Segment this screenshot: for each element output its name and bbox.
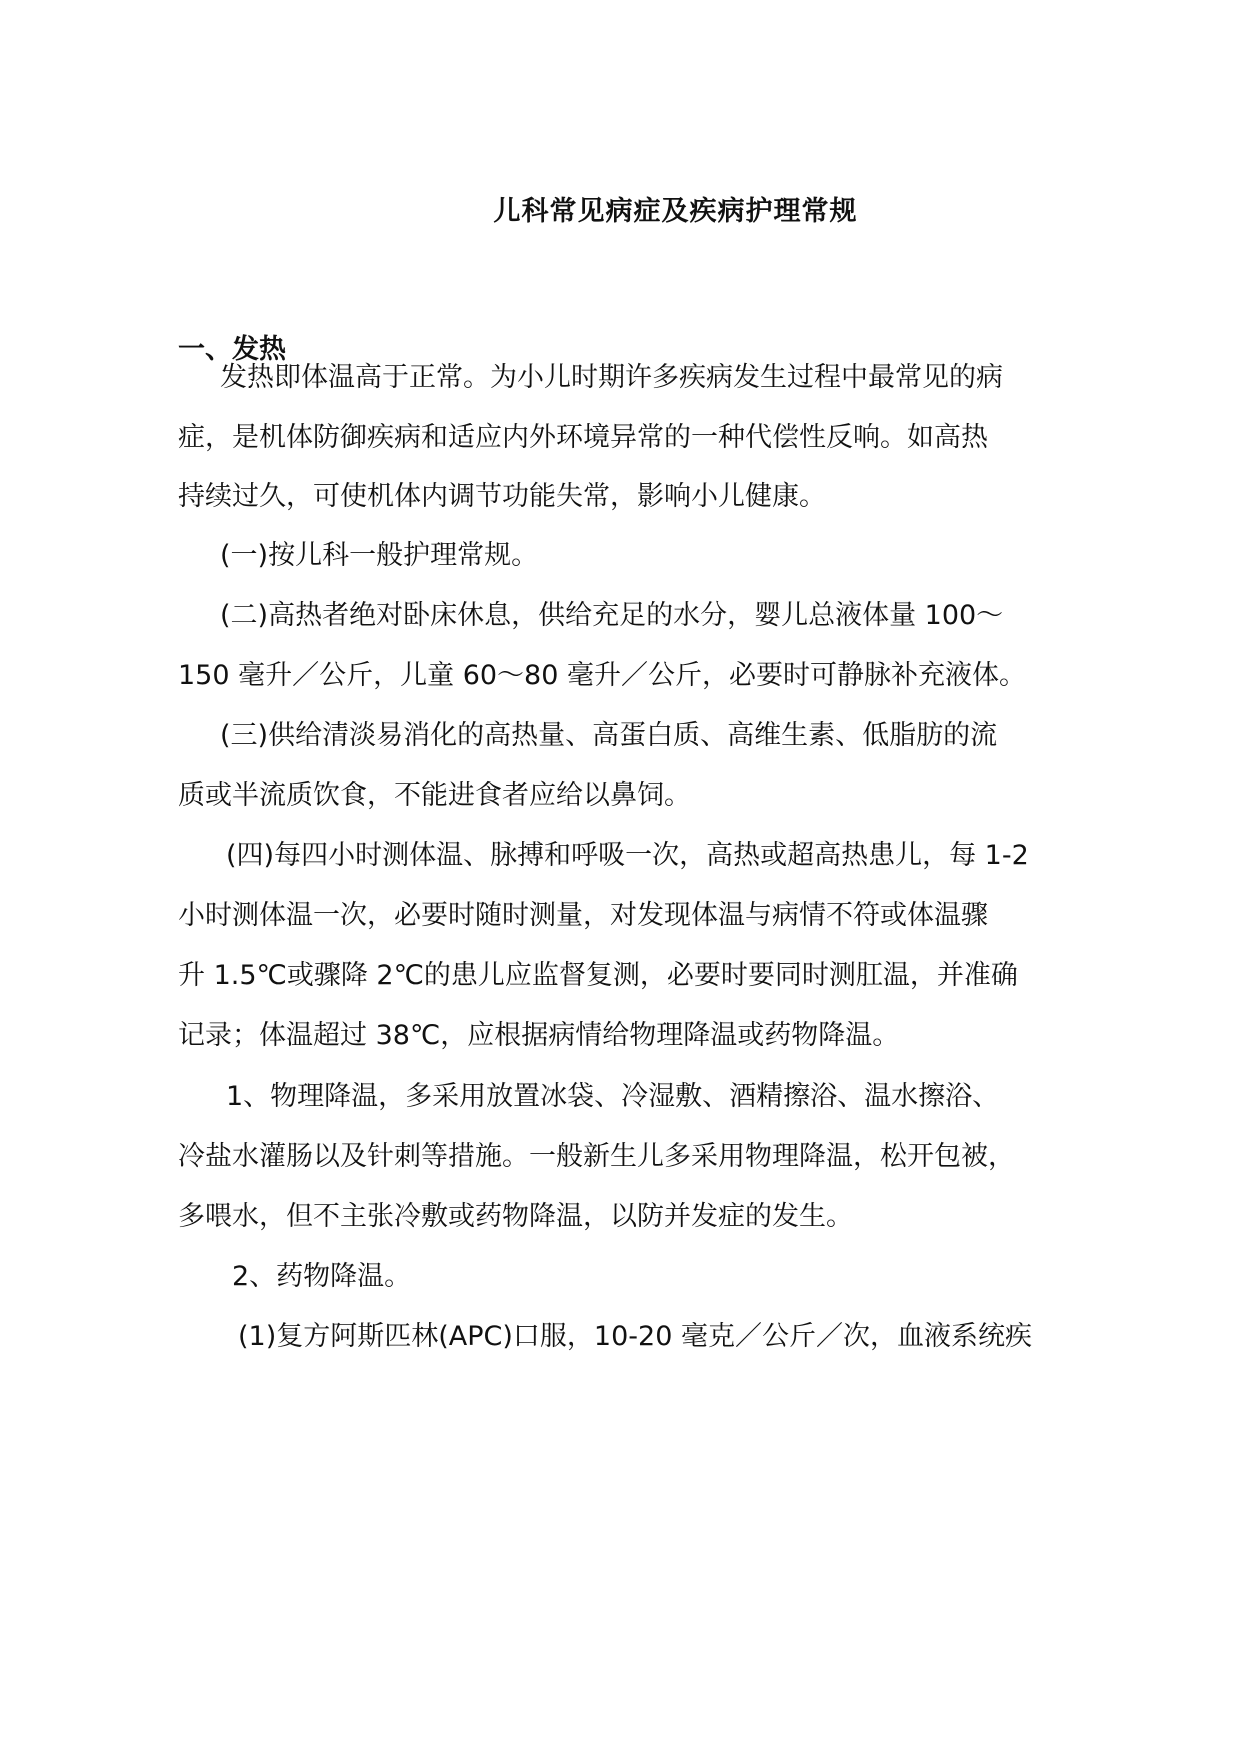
paragraph-line: (三)供给清淡易消化的高热量、高蛋白质、高维生素、低脂肪的流 [220,720,998,751]
paragraph-line: 多喂水，但不主张冷敷或药物降温，以防并发症的发生。 [178,1201,853,1232]
paragraph-line: 冷盐水灌肠以及针刺等措施。一般新生儿多采用物理降温，松开包被， [178,1141,1015,1172]
paragraph-line: 记录；体温超过 38℃，应根据病情给物理降温或药物降温。 [178,1020,900,1051]
section-heading-fever: 一、发热 [178,334,286,365]
paragraph-line: 发热即体温高于正常。为小儿时期许多疾病发生过程中最常见的病 [220,362,1003,393]
paragraph-line: 症，是机体防御疾病和适应内外环境异常的一种代偿性反响。如高热 [178,422,988,453]
paragraph-line: 持续过久，可使机体内调节功能失常，影响小儿健康。 [178,481,826,512]
paragraph-line: (四)每四小时测体温、脉搏和呼吸一次，高热或超高热患儿，每 1-2 [226,840,1029,871]
paragraph-line: (1)复方阿斯匹林(APC)口服，10-20 毫克／公斤／次，血液系统疾 [238,1321,1032,1352]
paragraph-line: 小时测体温一次，必要时随时测量，对发现体温与病情不符或体温骤 [178,900,988,931]
paragraph-line: 1、物理降温，多采用放置冰袋、冷湿敷、酒精擦浴、温水擦浴、 [226,1081,1000,1112]
paragraph-line: 质或半流质饮食，不能进食者应给以鼻饲。 [178,780,691,811]
paragraph-line: 升 1.5℃或骤降 2℃的患儿应监督复测，必要时要同时测肛温，并准确 [178,960,1018,991]
document-title: 儿科常见病症及疾病护理常规 [493,196,858,227]
paragraph-line: (二)高热者绝对卧床休息，供给充足的水分，婴儿总液体量 100～ [220,600,1004,631]
paragraph-line: 150 毫升／公斤，儿童 60～80 毫升／公斤，必要时可静脉补充液体。 [178,660,1026,691]
paragraph-line: (一)按儿科一般护理常规。 [220,540,539,571]
paragraph-line: 2、药物降温。 [232,1261,412,1292]
